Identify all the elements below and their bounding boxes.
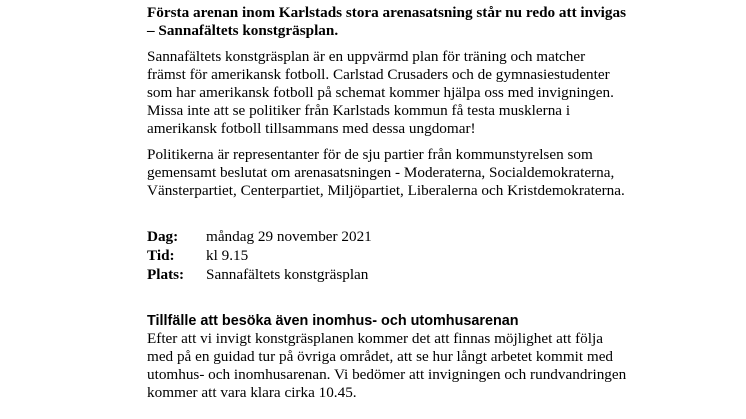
detail-label: Dag:	[147, 228, 179, 245]
detail-label: Plats:	[147, 266, 185, 283]
intro-paragraph: Sannafältets konstgräsplan är en uppvärmd plan för träning och matcher främst för amerikansk fotboll. Carlstad Crusaders och de gymnasiestudenter som har amerikansk fotboll på schemat kommer hjälpa oss med invigningen. Missa inte att se politiker från Karlstads kommun få testa musklerna i amerikansk fotboll tillsammans med dessa ungdomar!	[147, 48, 614, 137]
document-body	[147, 4, 627, 402]
detail-value: måndag 29 november 2021	[206, 228, 372, 245]
detail-value: kl 9.15	[206, 247, 249, 264]
detail-row-time	[147, 246, 627, 265]
detail-label: Tid:	[147, 247, 175, 264]
headline: Första arenan inom Karlstads stora arenasatsning står nu redo att invigas – Sannafältets konstgräsplan.	[147, 4, 626, 39]
detail-value: Sannafältets konstgräsplan	[206, 266, 369, 283]
politicians-paragraph: Politikerna är representanter för de sju partier från kommunstyrelsen som gemensamt beslutat om arenasatsningen - Moderaterna, Socialdemokraterna, Vänsterpartiet, Centerpartiet, Miljöpartiet, Liberalerna och Kristdemokraterna.	[147, 146, 625, 199]
tour-paragraph: Efter att vi invigt konstgräsplanen kommer det att finnas möjlighet att följa med på en guidad tur på övriga området, att se hur långt arbetet kommit med utomhus- och inomhusarenan. Vi bedömer att invigningen och rundvandringen kommer att vara klara cirka 10.45.	[147, 330, 627, 401]
event-details	[147, 227, 627, 284]
detail-row-place	[147, 265, 627, 284]
detail-row-date	[147, 227, 627, 246]
tour-heading: Tillfälle att besöka även inomhus- och utomhusarenan	[147, 313, 519, 329]
